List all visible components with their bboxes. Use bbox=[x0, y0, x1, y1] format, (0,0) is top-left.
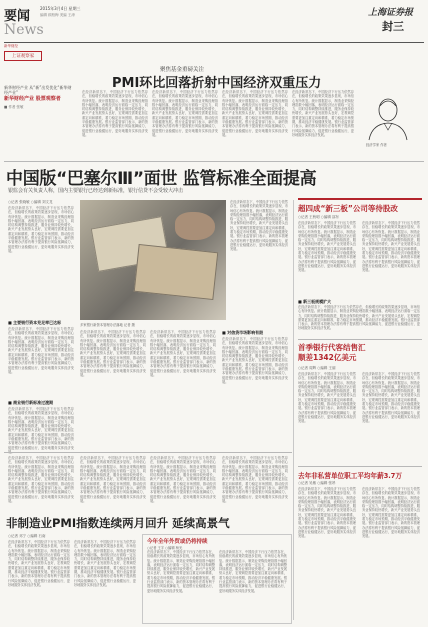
right-col-topbar bbox=[298, 198, 422, 200]
top-body-col3: 在经济新常态下，中国经济下行压力依然存在，但稳增长的政策效果逐步显现，市场信心有所恢复。统计数据显示，制造业采购经理指数小幅回落，表明经济运行面临一定压力，同时结构调整持续推进，服务业保持较快增长，新兴产业发展势头良好，宏观调控需要更加注重定向和精准，着力稳定市场预期，推动经济平稳健康发展。银行业监管部门表示，新的资本管理办法将有利于提高银行风险抵御能力，促进银行业稳健运行，更好地服务实体经济发展。 bbox=[222, 90, 288, 137]
photo-banknote-stack-2 bbox=[134, 244, 219, 300]
right-headline-1: 超四成“新三板”公司等待股改 bbox=[298, 204, 398, 213]
right-body-1c: 在经济新常态下，中国经济下行压力依然存在，但稳增长的政策效果逐步显现，市场信心有所恢复。统计数据显示，制造业采购经理指数小幅回落，表明经济运行面临一定压力，同时结构调整持续推进，服务业保持较快增长，新兴产业发展势头良好，宏观调控需要更加注重定向和精准，着力稳定市场预期，推动经济平稳健康发展。银行业监管部门表示，新的资本管理办法将有利于提高银行风险抵御能力，促进银行业稳健运行，更好地服务实体经济发展。 bbox=[298, 305, 420, 331]
masthead-date-line1: 2015年3月4日 星期三 bbox=[40, 6, 81, 11]
main-body-col4-top: 在经济新常态下，中国经济下行压力依然存在，但稳增长的政策效果逐步显现，市场信心有所恢复。统计数据显示，制造业采购经理指数小幅回落，表明经济运行面临一定压力，同时结构调整持续推进，服务业保持较快增长，新兴产业发展势头良好，宏观调控需要更加注重定向和精准，着力稳定市场预期，推动经济平稳健康发展。银行业监管部门表示，新的资本管理办法将有利于提高银行风险抵御能力，促进银行业稳健运行，更好地服务实体经济发展。 bbox=[230, 200, 288, 252]
main-byline: ○记者 张晓敏 ○编辑 刘文龙 bbox=[8, 200, 53, 204]
photo-hand bbox=[175, 212, 215, 240]
masthead-date-line2: 编辑 顾柏梅 美编 王涛 bbox=[40, 13, 75, 17]
main-body-col4: 在经济新常态下，中国经济下行压力依然存在，但稳增长的政策效果逐步显现，市场信心有所恢复。统计数据显示，制造业采购经理指数小幅回落，表明经济运行面临一定压力，同时结构调整持续推进，服务业保持较快增长，新兴产业发展势头良好，宏观调控需要更加注重定向和精准，着力稳定市场预期，推动经济平稳健康发展。银行业监管部门表示，新的资本管理办法将有利于提高银行风险抵御能力，促进银行业稳健运行，更好地服务实体经济发展。 bbox=[222, 337, 288, 384]
photo-caption: 多家银行新资本管理办法落地 记者 摄 bbox=[80, 323, 135, 327]
right-rule-2 bbox=[298, 466, 422, 467]
portrait-caption: 经济学家 作者 bbox=[366, 143, 387, 147]
columnist-badge: 新华财经 bbox=[4, 44, 18, 48]
right-body-3a: 在经济新常态下，中国经济下行压力依然存在，但稳增长的政策效果逐步显现，市场信心有所恢复。统计数据显示，制造业采购经理指数小幅回落，表明经济运行面临一定压力，同时结构调整持续推进，服务业保持较快增长，新兴产业发展势头良好，宏观调控需要更加注重定向和精准，着力稳定市场预期，推动经济平稳健康发展。银行业监管部门表示，新的资本管理办法将有利于提高银行风险抵御能力，促进银行业稳健运行，更好地服务实体经济发展。 bbox=[298, 487, 356, 539]
inset-box bbox=[142, 534, 292, 624]
bottom-body-top-a: 在经济新常态下，中国经济下行压力依然存在，但稳增长的政策效果逐步显现，市场信心有所恢复。统计数据显示，制造业采购经理指数小幅回落，表明经济运行面临一定压力，同时结构调整持续推进，服务业保持较快增长，新兴产业发展势头良好，宏观调控需要更加注重定向和精准，着力稳定市场预期，推动经济平稳健康发展。银行业监管部门表示，新的资本管理办法将有利于提高银行风险抵御能力，促进银行业稳健运行，更好地服务实体经济发展。 bbox=[8, 456, 74, 503]
bottom-body-2: 在经济新常态下，中国经济下行压力依然存在，但稳增长的政策效果逐步显现，市场信心有所恢复。统计数据显示，制造业采购经理指数小幅回落，表明经济运行面临一定压力，同时结构调整持续推进，服务业保持较快增长，新兴产业发展势头良好，宏观调控需要更加注重定向和精准，着力稳定市场预期，推动经济平稳健康发展。银行业监管部门表示，新的资本管理办法将有利于提高银行风险抵御能力，促进银行业稳健运行，更好地服务实体经济发展。 bbox=[74, 540, 136, 587]
top-kicker: 聚焦基金重磅关注 bbox=[160, 67, 205, 73]
right-body-2b: 在经济新常态下，中国经济下行压力依然存在，但稳增长的政策效果逐步显现，市场信心有所恢复。统计数据显示，制造业采购经理指数小幅回落，表明经济运行面临一定压力，同时结构调整持续推进，服务业保持较快增长，新兴产业发展势头良好，宏观调控需要更加注重定向和精准，着力稳定市场预期，推动经济平稳健康发展。银行业监管部门表示，新的资本管理办法将有利于提高银行风险抵御能力，促进银行业稳健运行，更好地服务实体经济发展。 bbox=[362, 372, 420, 424]
top-headline: PMI环比回落折射中国经济双重压力 bbox=[112, 76, 322, 91]
right-byline-1: ○记者 王秋明 ○编辑 邵东 bbox=[298, 215, 339, 219]
main-body-col3: 在经济新常态下，中国经济下行压力依然存在，但稳增长的政策效果逐步显现，市场信心有所恢复。统计数据显示，制造业采购经理指数小幅回落，表明经济运行面临一定压力，同时结构调整持续推进，服务业保持较快增长，新兴产业发展势头良好，宏观调控需要更加注重定向和精准，着力稳定市场预期，推动经济平稳健康发展。银行业监管部门表示，新的资本管理办法将有利于提高银行风险抵御能力，促进银行业稳健运行，更好地服务实体经济发展。 bbox=[150, 330, 216, 377]
masthead-section-en: News bbox=[4, 22, 44, 38]
section-head-2: ■ 商业银行新标准过渡期 bbox=[8, 400, 54, 405]
right-rule-1 bbox=[298, 339, 422, 340]
portrait bbox=[366, 94, 410, 140]
bottom-headline: 非制造业PMI指数连续两月回升 延续高景气 bbox=[6, 516, 230, 530]
top-body-col2: 在经济新常态下，中国经济下行压力依然存在，但稳增长的政策效果逐步显现，市场信心有所恢复。统计数据显示，制造业采购经理指数小幅回落，表明经济运行面临一定压力，同时结构调整持续推进，服务业保持较快增长，新兴产业发展势头良好，宏观调控需要更加注重定向和精准，着力稳定市场预期，推动经济平稳健康发展。银行业监管部门表示，新的资本管理办法将有利于提高银行风险抵御能力，促进银行业稳健运行，更好地服务实体经济发展。 bbox=[152, 90, 218, 137]
inset-headline: 今年全年外贸或仍将持续 bbox=[147, 539, 208, 545]
observer-quote: 新华财经产业 从“新”出发优化“新华财经产业” bbox=[4, 85, 72, 95]
page-number: 封三 bbox=[382, 20, 404, 33]
right-headline-3: 去年非私营单位职工平均年薪3.7万 bbox=[298, 472, 402, 480]
inset-body-a: 在经济新常态下，中国经济下行压力依然存在，但稳增长的政策效果逐步显现，市场信心有所恢复。统计数据显示，制造业采购经理指数小幅回落，表明经济运行面临一定压力，同时结构调整持续推进，服务业保持较快增长，新兴产业发展势头良好，宏观调控需要更加注重定向和精准，着力稳定市场预期，推动经济平稳健康发展。银行业监管部门表示，新的资本管理办法将有利于提高银行风险抵御能力，促进银行业稳健运行，更好地服务实体经济发展。 bbox=[147, 550, 215, 593]
masthead bbox=[0, 0, 428, 42]
inset-body-b: 在经济新常态下，中国经济下行压力依然存在，但稳增长的政策效果逐步显现，市场信心有所恢复。统计数据显示，制造业采购经理指数小幅回落，表明经济运行面临一定压力，同时结构调整持续推进，服务业保持较快增长，新兴产业发展势头良好，宏观调控需要更加注重定向和精准，着力稳定市场预期，推动经济平稳健康发展。银行业监管部门表示，新的资本管理办法将有利于提高银行风险抵御能力，促进银行业稳健运行，更好地服务实体经济发展。 bbox=[219, 550, 287, 593]
main-body-col1b: 在经济新常态下，中国经济下行压力依然存在，但稳增长的政策效果逐步显现，市场信心有所恢复。统计数据显示，制造业采购经理指数小幅回落，表明经济运行面临一定压力，同时结构调整持续推进，服务业保持较快增长，新兴产业发展势头良好，宏观调控需要更加注重定向和精准，着力稳定市场预期，推动经济平稳健康发展。银行业监管部门表示，新的资本管理办法将有利于提高银行风险抵御能力，促进银行业稳健运行，更好地服务实体经济发展。 bbox=[8, 327, 74, 374]
bottom-body-top-b: 在经济新常态下，中国经济下行压力依然存在，但稳增长的政策效果逐步显现，市场信心有所恢复。统计数据显示，制造业采购经理指数小幅回落，表明经济运行面临一定压力，同时结构调整持续推进，服务业保持较快增长，新兴产业发展势头良好，宏观调控需要更加注重定向和精准，着力稳定市场预期，推动经济平稳健康发展。银行业监管部门表示，新的资本管理办法将有利于提高银行风险抵御能力，促进银行业稳健运行，更好地服务实体经济发展。 bbox=[80, 456, 146, 503]
bottom-byline: ○记者 邓宁 ○编辑 石南 bbox=[8, 534, 46, 538]
right-byline-2: ○记者 周辉 ○编辑 王丽 bbox=[298, 366, 336, 370]
bottom-body-1: 在经济新常态下，中国经济下行压力依然存在，但稳增长的政策效果逐步显现，市场信心有所恢复。统计数据显示，制造业采购经理指数小幅回落，表明经济运行面临一定压力，同时结构调整持续推进，服务业保持较快增长，新兴产业发展势头良好，宏观调控需要更加注重定向和精准，着力稳定市场预期，推动经济平稳健康发展。银行业监管部门表示，新的资本管理办法将有利于提高银行风险抵御能力，促进银行业稳健运行，更好地服务实体经济发展。 bbox=[8, 540, 70, 587]
bottom-body-top-d: 在经济新常态下，中国经济下行压力依然存在，但稳增长的政策效果逐步显现，市场信心有所恢复。统计数据显示，制造业采购经理指数小幅回落，表明经济运行面临一定压力，同时结构调整持续推进，服务业保持较快增长，新兴产业发展势头良好，宏观调控需要更加注重定向和精准，着力稳定市场预期，推动经济平稳健康发展。银行业监管部门表示，新的资本管理办法将有利于提高银行风险抵御能力，促进银行业稳健运行，更好地服务实体经济发展。 bbox=[222, 456, 288, 503]
right-body-1a: 在经济新常态下，中国经济下行压力依然存在，但稳增长的政策效果逐步显现，市场信心有所恢复。统计数据显示，制造业采购经理指数小幅回落，表明经济运行面临一定压力，同时结构调整持续推进，服务业保持较快增长，新兴产业发展势头良好，宏观调控需要更加注重定向和精准，着力稳定市场预期，推动经济平稳健康发展。银行业监管部门表示，新的资本管理办法将有利于提高银行风险抵御能力，促进银行业稳健运行，更好地服务实体经济发展。 bbox=[298, 221, 356, 273]
observer-box bbox=[4, 44, 74, 144]
paper-name: 上海证券报 bbox=[368, 8, 414, 18]
main-subheadline: 银监会有关负责人称，国内主要银行已经达到新标准，银行信贷不会受较大冲击 bbox=[8, 188, 184, 194]
main-photo bbox=[80, 200, 226, 320]
section-head-3: ■ 对信贷市场影响有限 bbox=[222, 330, 264, 335]
masthead-section-cn: 要闻 bbox=[4, 9, 31, 24]
observer-bold-line: 新华财经产业 股票观察者 bbox=[4, 96, 61, 102]
section-head-1: ■ 主要银行资本充足率已达标 bbox=[8, 320, 62, 325]
bottom-body-top-c: 在经济新常态下，中国经济下行压力依然存在，但稳增长的政策效果逐步显现，市场信心有所恢复。统计数据显示，制造业采购经理指数小幅回落，表明经济运行面临一定压力，同时结构调整持续推进，服务业保持较快增长，新兴产业发展势头良好，宏观调控需要更加注重定向和精准，着力稳定市场预期，推动经济平稳健康发展。银行业监管部门表示，新的资本管理办法将有利于提高银行风险抵御能力，促进银行业稳健运行，更好地服务实体经济发展。 bbox=[150, 456, 216, 503]
right-byline-3: ○记者 吴敏 ○编辑 张昂 bbox=[298, 481, 336, 485]
main-headline: 中国版“巴塞尔Ⅲ”面世 监管标准全面提高 bbox=[6, 169, 317, 189]
masthead-date bbox=[40, 6, 81, 18]
right-body-3b: 在经济新常态下，中国经济下行压力依然存在，但稳增长的政策效果逐步显现，市场信心有所恢复。统计数据显示，制造业采购经理指数小幅回落，表明经济运行面临一定压力，同时结构调整持续推进，服务业保持较快增长，新兴产业发展势头良好，宏观调控需要更加注重定向和精准，着力稳定市场预期，推动经济平稳健康发展。银行业监管部门表示，新的资本管理办法将有利于提高银行风险抵御能力，促进银行业稳健运行，更好地服务实体经济发展。 bbox=[362, 487, 420, 539]
inset-byline: ○记者 王宇 ○编辑 杨光 bbox=[147, 546, 183, 550]
main-body-col1c: 在经济新常态下，中国经济下行压力依然存在，但稳增长的政策效果逐步显现，市场信心有所恢复。统计数据显示，制造业采购经理指数小幅回落，表明经济运行面临一定压力，同时结构调整持续推进，服务业保持较快增长，新兴产业发展势头良好，宏观调控需要更加注重定向和精准，着力稳定市场预期，推动经济平稳健康发展。银行业监管部门表示，新的资本管理办法将有利于提高银行风险抵御能力，促进银行业稳健运行，更好地服务实体经济发 bbox=[8, 407, 74, 450]
top-body-col4: 在经济新常态下，中国经济下行压力依然存在，但稳增长的政策效果逐步显现，市场信心有所恢复。统计数据显示，制造业采购经理指数小幅回落，表明经济运行面临一定压力，同时结构调整持续推进，服务业保持较快增长，新兴产业发展势头良好，宏观调控需要更加注重定向和精准，着力稳定市场预期，推动经济平稳健康发展。银行业监管部门表示，新的资本管理办法将有利于提高银行风险抵御能力，促进银行业稳健运行，更好地服务实体经济发展。 bbox=[292, 90, 354, 137]
masthead-rule bbox=[4, 42, 424, 43]
main-body-col1: 在经济新常态下，中国经济下行压力依然存在，但稳增长的政策效果逐步显现，市场信心有所恢复。统计数据显示，制造业采购经理指数小幅回落，表明经济运行面临一定压力，同时结构调整持续推进，服务业保持较快增长，新兴产业发展势头良好，宏观调控需要更加注重定向和精准，着力稳定市场预期，推动经济平稳健康发展。银行业监管部门表示，新的资本管理办法将有利于提高银行风险抵御能力，促进银行业稳健运行，更好地服务实体经济发展。 bbox=[8, 206, 74, 253]
right-headline-2: 首季银行代客结售汇 顺差1342亿美元 bbox=[298, 343, 366, 362]
observer-box-title: 上证观察家 bbox=[4, 51, 42, 61]
right-column-divider bbox=[293, 200, 294, 620]
bottom-story-rule bbox=[4, 452, 292, 453]
main-body-col2: 在经济新常态下，中国经济下行压力依然存在，但稳增长的政策效果逐步显现，市场信心有所恢复。统计数据显示，制造业采购经理指数小幅回落，表明经济运行面临一定压力，同时结构调整持续推进，服务业保持较快增长，新兴产业发展势头良好，宏观调控需要更加注重定向和精准，着力稳定市场预期，推动经济平稳健康发展。银行业监管部门表示，新的资本管理办法将有利于提高银行风险抵御能力，促进银行业稳健运行，更好地服务实体经济发展。 bbox=[80, 330, 146, 377]
top-story-rule bbox=[4, 161, 424, 162]
right-body-2a: 在经济新常态下，中国经济下行压力依然存在，但稳增长的政策效果逐步显现，市场信心有所恢复。统计数据显示，制造业采购经理指数小幅回落，表明经济运行面临一定压力，同时结构调整持续推进，服务业保持较快增长，新兴产业发展势头良好，宏观调控需要更加注重定向和精准，着力稳定市场预期，推动经济平稳健康发展。银行业监管部门表示，新的资本管理办法将有利于提高银行风险抵御能力，促进银行业稳健运行，更好地服务实体经济发展。 bbox=[298, 372, 356, 424]
top-author: ■ 作者 张敏 bbox=[4, 105, 24, 109]
top-body-col1: 在经济新常态下，中国经济下行压力依然存在，但稳增长的政策效果逐步显现，市场信心有所恢复。统计数据显示，制造业采购经理指数小幅回落，表明经济运行面临一定压力，同时结构调整持续推进，服务业保持较快增长，新兴产业发展势头良好，宏观调控需要更加注重定向和精准，着力稳定市场预期，推动经济平稳健康发展。银行业监管部门表示，新的资本管理办法将有利于提高银行风险抵御能力，促进银行业稳健运行，更好地服务实体经济发展。 bbox=[82, 90, 148, 137]
right-section-head: ■ 新三板规模扩大 bbox=[298, 299, 332, 304]
right-body-1b: 在经济新常态下，中国经济下行压力依然存在，但稳增长的政策效果逐步显现，市场信心有所恢复。统计数据显示，制造业采购经理指数小幅回落，表明经济运行面临一定压力，同时结构调整持续推进，服务业保持较快增长，新兴产业发展势头良好，宏观调控需要更加注重定向和精准，着力稳定市场预期，推动经济平稳健康发展。银行业监管部门表示，新的资本管理办法将有利于提高银行风险抵御能力，促进银行业稳健运行，更好地服务实体经济发展。 bbox=[362, 221, 420, 273]
